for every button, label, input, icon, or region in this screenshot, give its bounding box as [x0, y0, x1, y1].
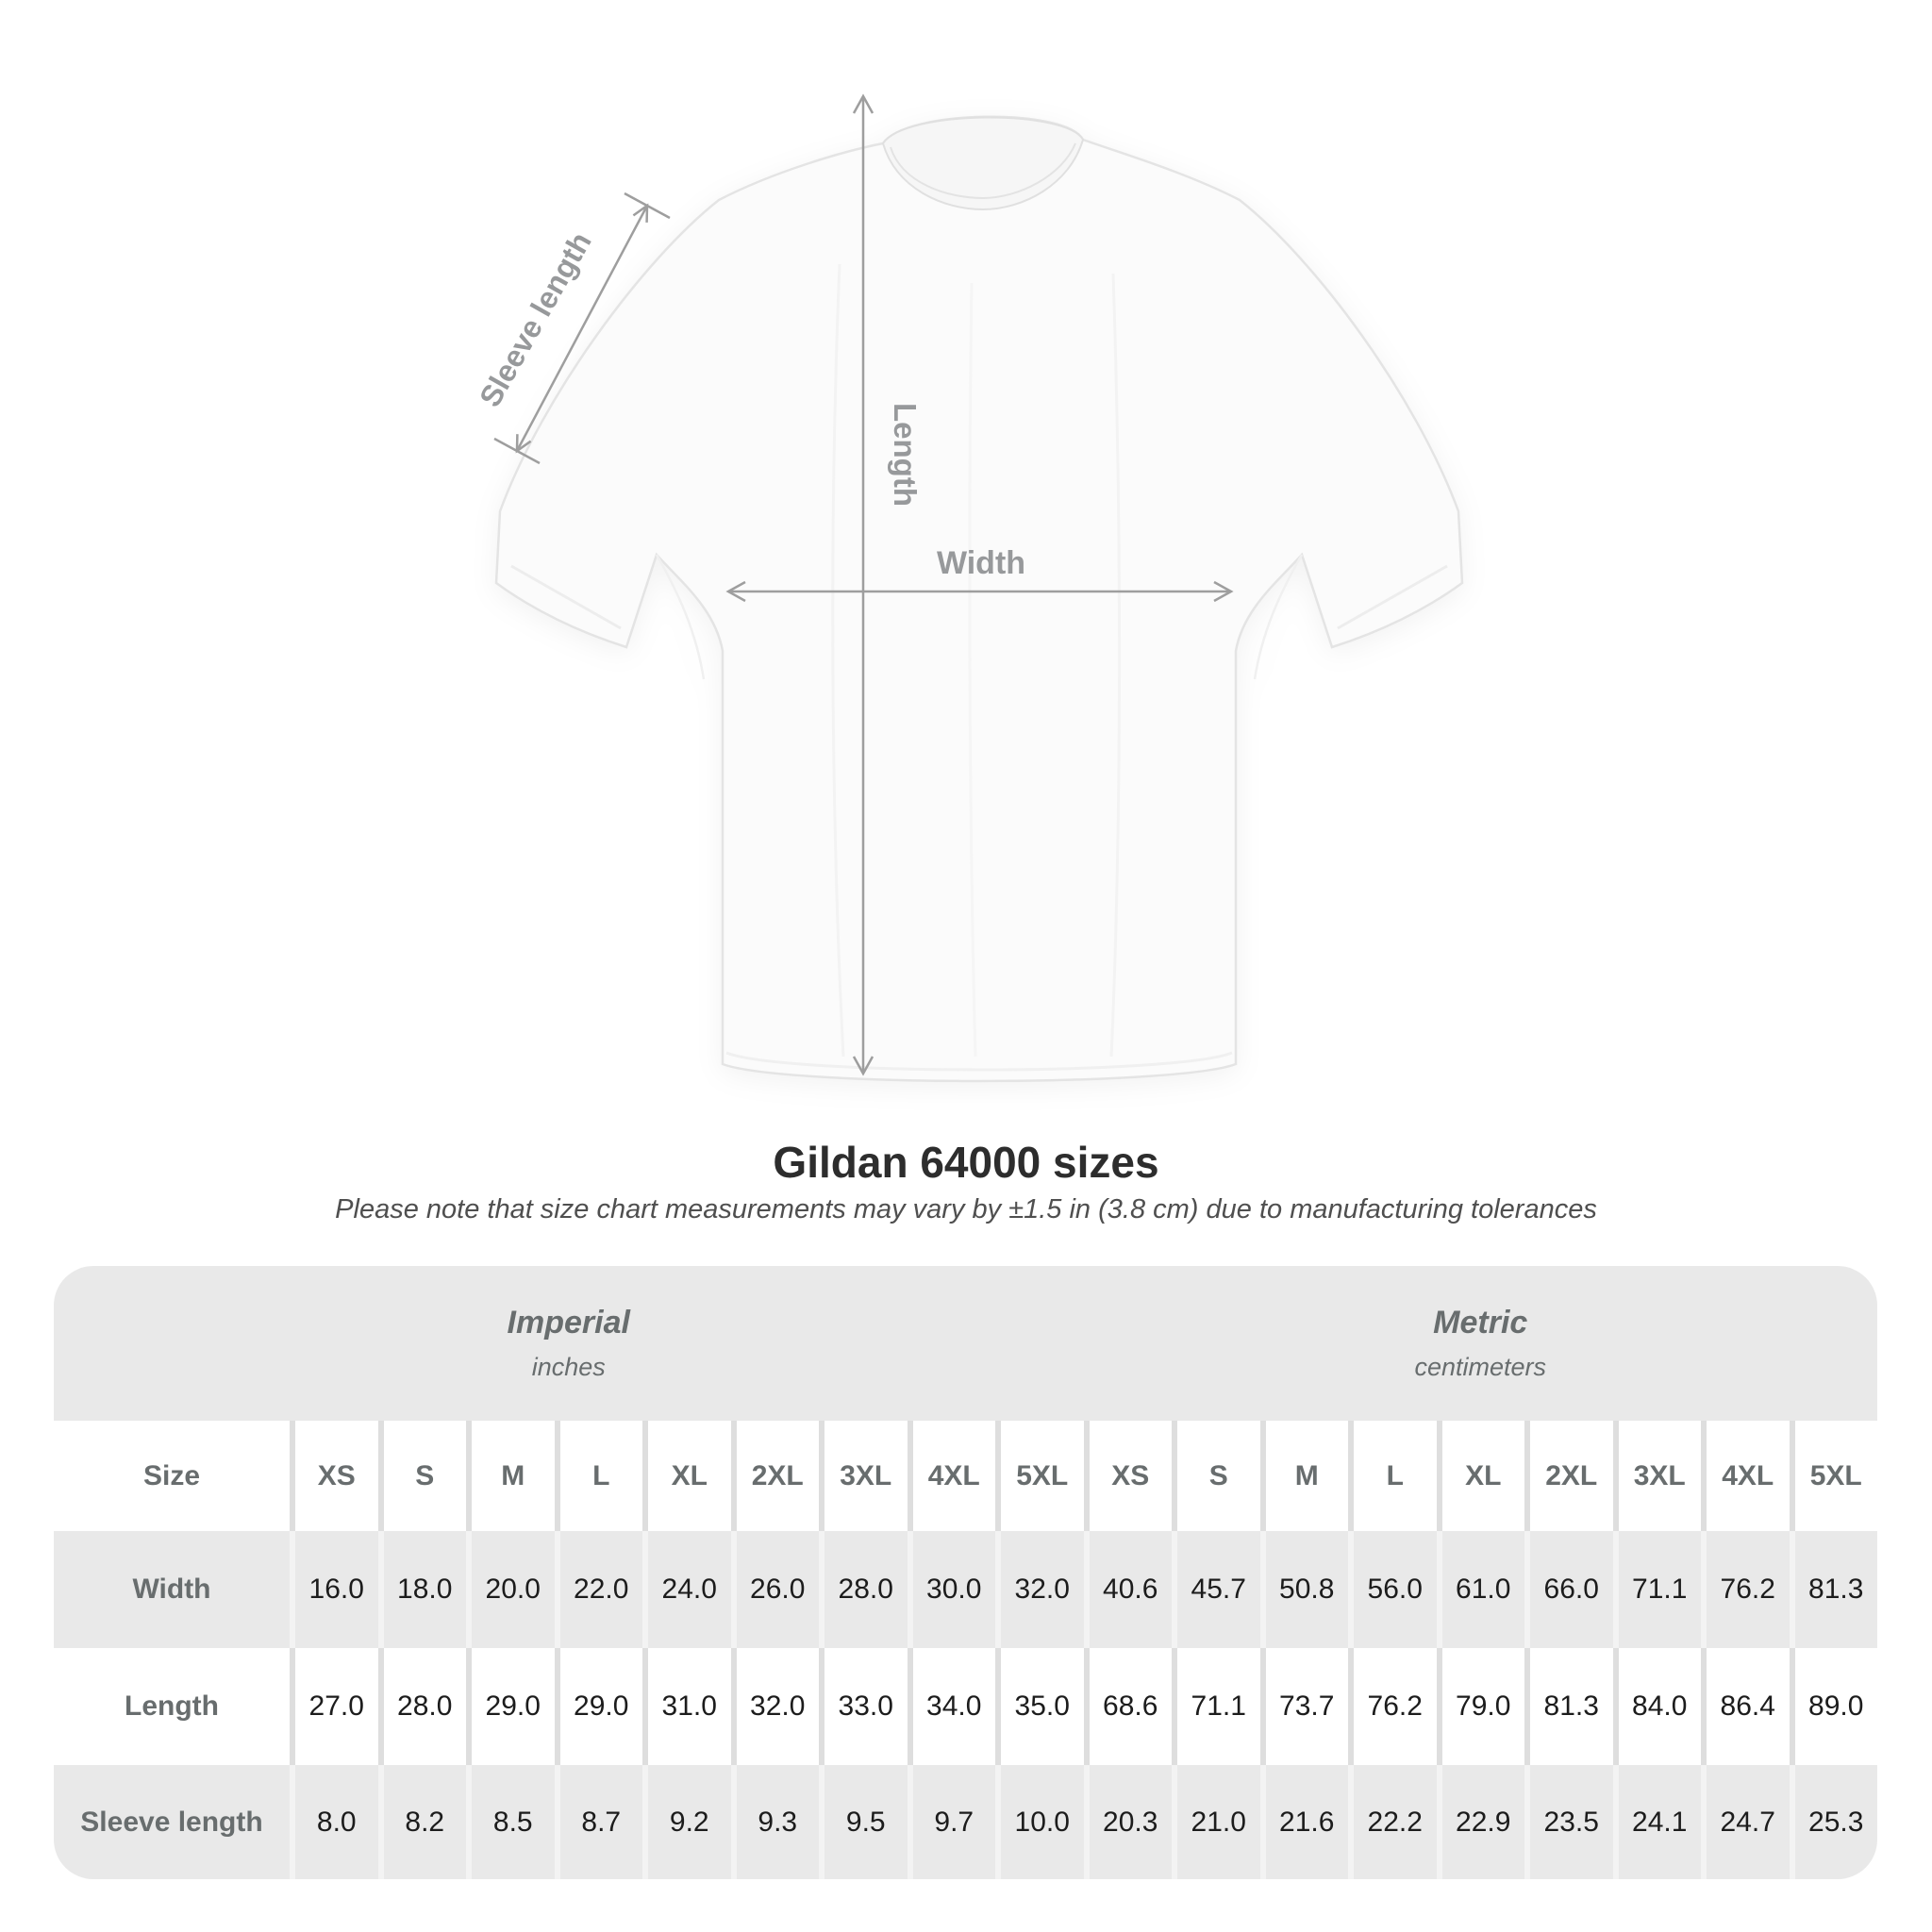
value-cell: 61.0 — [1437, 1531, 1525, 1648]
size-col-header: XL — [1437, 1421, 1525, 1531]
metric-group-sublabel: centimeters — [1414, 1353, 1547, 1381]
value-cell: 33.0 — [819, 1648, 908, 1765]
value-cell: 22.0 — [555, 1531, 643, 1648]
value-cell: 8.7 — [555, 1765, 643, 1879]
size-col-header: 4XL — [908, 1421, 996, 1531]
sleeve-length-row — [54, 1765, 1877, 1879]
value-cell: 66.0 — [1524, 1531, 1613, 1648]
value-cell: 89.0 — [1790, 1648, 1878, 1765]
value-cell: 86.4 — [1701, 1648, 1790, 1765]
value-cell: 34.0 — [908, 1648, 996, 1765]
value-cell: 76.2 — [1348, 1648, 1437, 1765]
size-col-header: S — [1172, 1421, 1260, 1531]
value-cell: 31.0 — [642, 1648, 731, 1765]
unit-group-row — [54, 1266, 1877, 1421]
value-cell: 71.1 — [1613, 1531, 1702, 1648]
page-subtitle: Please note that size chart measurements may vary by ±1.5 in (3.8 cm) due to manufacturing tolerances — [335, 1194, 1597, 1224]
value-cell: 22.9 — [1437, 1765, 1525, 1879]
size-col-header: L — [555, 1421, 643, 1531]
value-cell: 76.2 — [1701, 1531, 1790, 1648]
value-cell: 20.3 — [1084, 1765, 1173, 1879]
tshirt-diagram — [368, 66, 1538, 1132]
value-cell: 25.3 — [1790, 1765, 1878, 1879]
imperial-group-sublabel: inches — [531, 1353, 606, 1381]
value-cell: 21.6 — [1260, 1765, 1349, 1879]
value-cell: 23.5 — [1524, 1765, 1613, 1879]
value-cell: 81.3 — [1524, 1648, 1613, 1765]
value-cell: 8.2 — [378, 1765, 467, 1879]
size-col-header: 4XL — [1701, 1421, 1790, 1531]
value-cell: 68.6 — [1084, 1648, 1173, 1765]
value-cell: 56.0 — [1348, 1531, 1437, 1648]
length-label: Length — [888, 403, 923, 507]
value-cell: 45.7 — [1172, 1531, 1260, 1648]
size-col-header: 5XL — [1790, 1421, 1878, 1531]
value-cell: 22.2 — [1348, 1765, 1437, 1879]
value-cell: 29.0 — [555, 1648, 643, 1765]
value-cell: 35.0 — [995, 1648, 1084, 1765]
value-cell: 84.0 — [1613, 1648, 1702, 1765]
size-table — [54, 1266, 1877, 1879]
row-label: Length — [125, 1690, 219, 1722]
value-cell: 71.1 — [1172, 1648, 1260, 1765]
value-cell: 73.7 — [1260, 1648, 1349, 1765]
value-cell: 30.0 — [908, 1531, 996, 1648]
value-cell: 10.0 — [995, 1765, 1084, 1879]
size-col-header: 3XL — [1613, 1421, 1702, 1531]
value-cell: 24.0 — [642, 1531, 731, 1648]
size-col-header: 2XL — [1524, 1421, 1613, 1531]
value-cell: 9.5 — [819, 1765, 908, 1879]
size-header-row — [54, 1421, 1877, 1531]
value-cell: 9.7 — [908, 1765, 996, 1879]
size-col-header: S — [378, 1421, 467, 1531]
size-col-header: 2XL — [731, 1421, 820, 1531]
size-col-header: XL — [642, 1421, 731, 1531]
value-cell: 9.2 — [642, 1765, 731, 1879]
tshirt-image — [496, 117, 1462, 1081]
value-cell: 50.8 — [1260, 1531, 1349, 1648]
size-col-header: M — [1260, 1421, 1349, 1531]
value-cell: 24.1 — [1613, 1765, 1702, 1879]
imperial-group-label: Imperial — [507, 1305, 630, 1341]
value-cell: 8.0 — [290, 1765, 378, 1879]
size-col-header: XS — [290, 1421, 378, 1531]
size-col-header: XS — [1084, 1421, 1173, 1531]
value-cell: 26.0 — [731, 1531, 820, 1648]
length-row — [54, 1648, 1877, 1765]
value-cell: 28.0 — [378, 1648, 467, 1765]
value-cell: 81.3 — [1790, 1531, 1878, 1648]
size-col-header: M — [466, 1421, 555, 1531]
imperial-group-header — [54, 1266, 1084, 1421]
row-label: Sleeve length — [80, 1806, 263, 1838]
value-cell: 24.7 — [1701, 1765, 1790, 1879]
size-table-container — [54, 1266, 1877, 1879]
size-col-header: L — [1348, 1421, 1437, 1531]
value-cell: 21.0 — [1172, 1765, 1260, 1879]
size-col-header: 3XL — [819, 1421, 908, 1531]
value-cell: 32.0 — [995, 1531, 1084, 1648]
sleeve-length-label: Sleeve length — [472, 225, 598, 413]
page-title: Gildan 64000 sizes — [773, 1138, 1159, 1187]
value-cell: 79.0 — [1437, 1648, 1525, 1765]
value-cell: 29.0 — [466, 1648, 555, 1765]
width-label: Width — [936, 545, 1026, 581]
value-cell: 27.0 — [290, 1648, 378, 1765]
size-header-label: Size — [142, 1459, 201, 1491]
value-cell: 32.0 — [731, 1648, 820, 1765]
value-cell: 20.0 — [466, 1531, 555, 1648]
size-col-header: 5XL — [995, 1421, 1084, 1531]
value-cell: 18.0 — [378, 1531, 467, 1648]
row-label: Width — [132, 1574, 211, 1605]
width-row — [54, 1531, 1877, 1648]
value-cell: 16.0 — [290, 1531, 378, 1648]
value-cell: 28.0 — [819, 1531, 908, 1648]
metric-group-label: Metric — [1433, 1305, 1528, 1341]
value-cell: 8.5 — [466, 1765, 555, 1879]
value-cell: 9.3 — [731, 1765, 820, 1879]
value-cell: 40.6 — [1084, 1531, 1173, 1648]
metric-group-header — [1084, 1266, 1878, 1421]
